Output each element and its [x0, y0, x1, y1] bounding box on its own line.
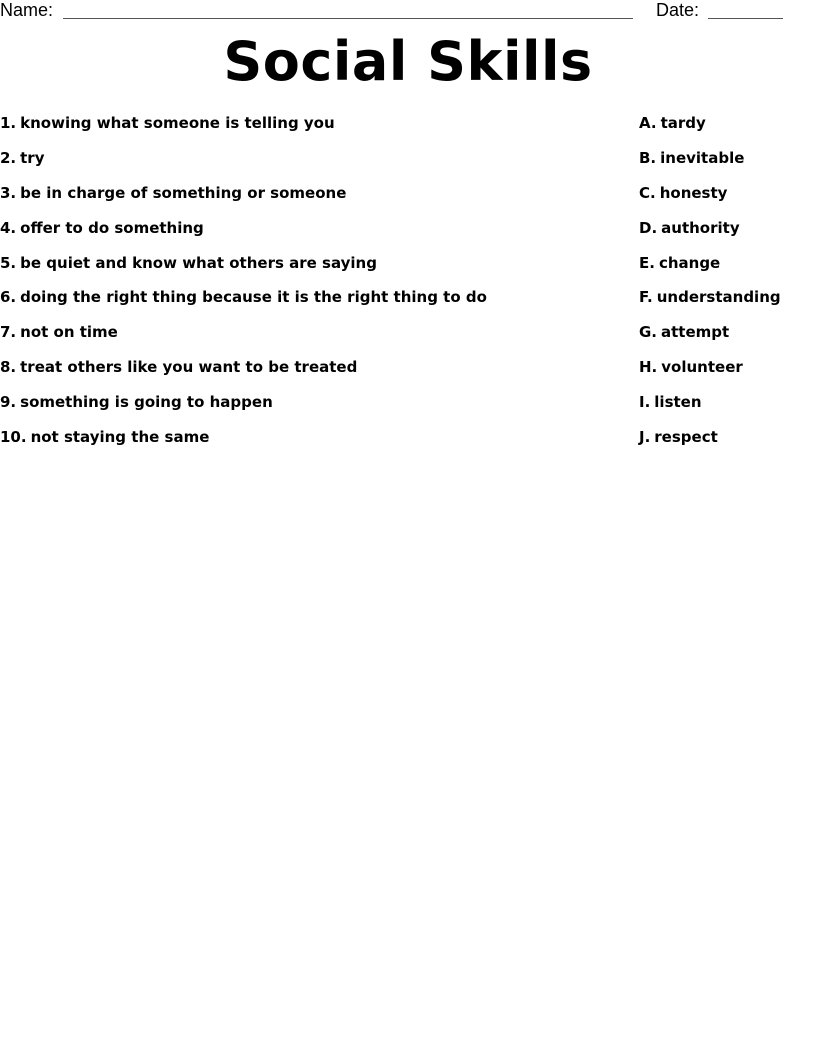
clue-number: 1. [0, 114, 17, 132]
clue-item [0, 322, 620, 357]
answer-item [639, 113, 815, 148]
answer-letter: G. [639, 323, 658, 342]
answer-word: respect [654, 428, 718, 447]
answer-item [639, 183, 815, 218]
answer-word: honesty [659, 183, 728, 202]
answer-item [639, 253, 815, 288]
clue-number: 4. [0, 218, 17, 237]
clue-item [0, 287, 620, 322]
clue-text: knowing what someone is telling you [20, 114, 335, 132]
answer-item [639, 357, 815, 392]
clue-item [0, 148, 620, 183]
clue-text: something is going to happen [20, 393, 273, 412]
name-field-blank[interactable] [63, 0, 633, 19]
clue-number: 7. [0, 323, 17, 342]
answer-word: listen [654, 393, 702, 412]
answer-letter: J. [639, 428, 651, 447]
clue-text: not on time [20, 323, 118, 342]
answer-letter: E. [639, 253, 655, 272]
answer-item [639, 427, 815, 462]
clue-item [0, 427, 620, 462]
answer-item [639, 218, 815, 253]
date-field-blank[interactable] [708, 0, 783, 19]
answer-word: change [658, 253, 721, 272]
header [0, 0, 816, 24]
answer-letter: B. [639, 148, 657, 167]
answer-item [639, 392, 815, 427]
name-label: Name: [0, 0, 54, 20]
answer-word: inevitable [660, 148, 745, 167]
answer-word: authority [661, 218, 740, 237]
answer-letter: D. [639, 218, 658, 237]
clue-number: 10. [0, 428, 27, 447]
clue-item [0, 357, 620, 392]
clue-text: be in charge of something or someone [20, 183, 347, 202]
clue-list [0, 113, 620, 462]
clue-number: 3. [0, 183, 17, 202]
answer-item [639, 322, 815, 357]
clue-item [0, 218, 620, 253]
answer-word: understanding [656, 288, 781, 307]
clue-item [0, 253, 620, 288]
clue-text: offer to do something [20, 218, 204, 237]
date-label: Date: [656, 0, 700, 20]
clue-number: 8. [0, 358, 17, 377]
answer-letter: H. [639, 358, 658, 377]
answer-letter: F. [639, 288, 653, 307]
clue-number: 9. [0, 393, 17, 412]
answer-word: attempt [661, 323, 730, 342]
clue-item [0, 183, 620, 218]
clue-number: 6. [0, 288, 17, 307]
answer-word: volunteer [661, 358, 743, 377]
answer-letter: A. [639, 114, 657, 132]
clue-number: 5. [0, 253, 17, 272]
answer-list [639, 113, 815, 462]
page-title: Social Skills [223, 30, 593, 93]
clue-number: 2. [0, 148, 17, 167]
answer-letter: I. [639, 393, 651, 412]
answer-item [639, 287, 815, 322]
clue-text: treat others like you want to be treated [20, 358, 358, 377]
clue-item [0, 392, 620, 427]
answer-letter: C. [639, 183, 656, 202]
answer-item [639, 148, 815, 183]
clue-item [0, 113, 620, 148]
clue-text: not staying the same [30, 428, 210, 447]
clue-text: try [20, 148, 45, 167]
clue-text: doing the right thing because it is the right thing to do [20, 288, 487, 307]
answer-word: tardy [660, 114, 706, 132]
clue-text: be quiet and know what others are saying [20, 253, 377, 272]
